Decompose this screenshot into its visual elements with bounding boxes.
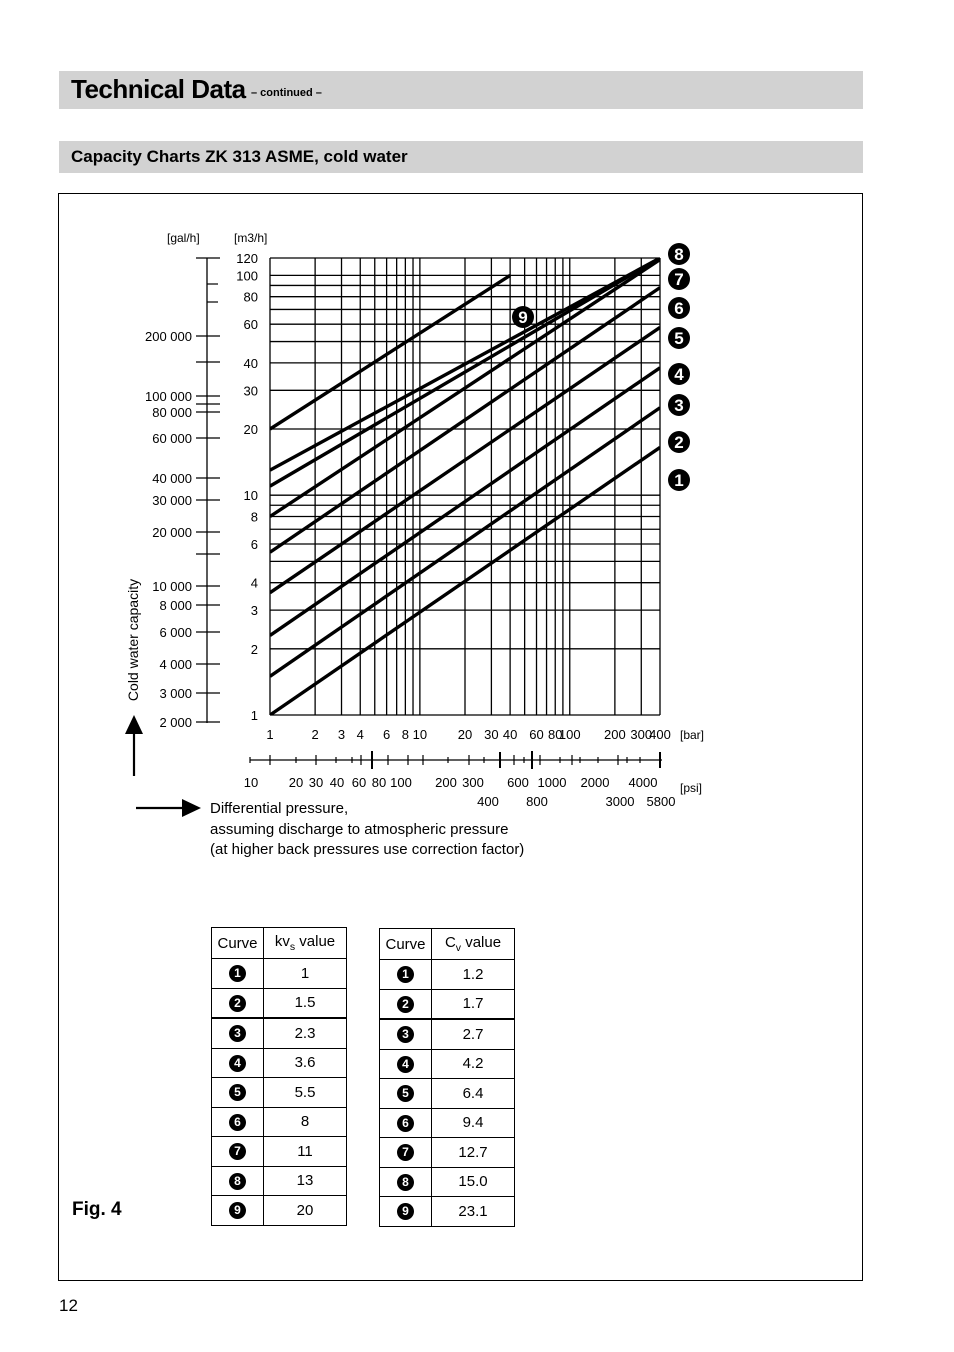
table-row xyxy=(380,1049,515,1079)
curve-badge-label-3: 3 xyxy=(674,396,684,415)
value-cell: 11 xyxy=(264,1137,347,1167)
curve-number-badge: 9 xyxy=(229,1202,246,1219)
table-row xyxy=(380,1167,515,1197)
x-tick-label: 1 xyxy=(266,727,274,742)
x-tick-label: 3 xyxy=(337,727,346,742)
value-cell: 13 xyxy=(264,1166,347,1196)
y-axis-arrow-icon xyxy=(125,715,143,734)
psi-tick-label: 30 xyxy=(308,775,324,790)
psi-tick-label: 20 xyxy=(288,775,304,790)
section-title: Capacity Charts ZK 313 ASME, cold water xyxy=(71,147,408,166)
x-tick-label: 80 xyxy=(548,727,563,742)
value-cell: 12.7 xyxy=(432,1138,515,1168)
page-title: Technical Data xyxy=(71,74,246,104)
curve-badge-label-2: 2 xyxy=(674,433,684,452)
curve-number-badge: 9 xyxy=(397,1203,414,1220)
curve-cell xyxy=(212,959,264,989)
column-header-curve: Curve xyxy=(212,928,264,959)
table-row xyxy=(380,1019,515,1049)
x-tick-label: 4 xyxy=(356,727,364,742)
psi-tick-label: 1000 xyxy=(537,775,567,790)
table-row xyxy=(380,1197,515,1227)
table-row xyxy=(212,1196,347,1226)
curve-cell xyxy=(380,1049,432,1079)
y2-axis-unit: [gal/h] xyxy=(167,231,200,245)
gal-tick-label: 3 000 xyxy=(159,686,192,701)
curve-cell xyxy=(212,1078,264,1108)
column-header-cv: $C_v$ value xyxy=(432,929,515,960)
curve-cell xyxy=(380,1138,432,1168)
curve-number-badge: 4 xyxy=(229,1055,246,1072)
psi-tick-label: 300 xyxy=(462,775,484,790)
column-header-kvs: $kv_s$ value xyxy=(264,928,347,959)
value-cell: 1 xyxy=(264,959,347,989)
curve-badge-label-5: 5 xyxy=(674,329,684,348)
y-tick-label: 80 xyxy=(243,289,258,305)
gal-tick-label: 6 000 xyxy=(159,625,192,640)
value-cell: 3.6 xyxy=(264,1048,347,1078)
x-tick-label: 300 xyxy=(630,727,653,742)
value-cell: 6.4 xyxy=(432,1079,515,1109)
x-axis-label: Differential pressure, xyxy=(210,800,349,817)
curve-cell xyxy=(212,1018,264,1048)
psi-tick-label: 600 xyxy=(507,775,529,790)
curve-number-badge: 2 xyxy=(229,995,246,1012)
x-tick-label: 2 xyxy=(311,727,319,742)
table-row xyxy=(212,1078,347,1108)
psi-tick-label: 2000 xyxy=(580,775,610,790)
y-tick-label: 40 xyxy=(243,355,258,371)
curve-number-badge: 2 xyxy=(397,996,414,1013)
curve-badge-label-9: 9 xyxy=(518,308,528,327)
x2-axis-unit: [psi] xyxy=(680,781,703,795)
curve-number-badge: 6 xyxy=(229,1114,246,1131)
value-cell: 2.3 xyxy=(264,1018,347,1048)
x-tick-label: 10 xyxy=(412,727,428,742)
y-tick-label: 100 xyxy=(236,268,258,284)
curve-cell xyxy=(380,1019,432,1049)
value-cell: 8 xyxy=(264,1107,347,1137)
psi-tick-label: 10 xyxy=(243,775,259,790)
curve-cell xyxy=(212,988,264,1018)
psi-tick-label: 100 xyxy=(390,775,412,790)
table-row xyxy=(212,1137,347,1167)
gal-tick-label: 8 000 xyxy=(159,598,192,613)
curve-number-badge: 3 xyxy=(229,1025,246,1042)
y-tick-label: 8 xyxy=(250,509,258,525)
table-row xyxy=(380,1079,515,1109)
y-tick-label: 120 xyxy=(236,251,258,266)
y-tick-label: 6 xyxy=(250,536,258,552)
x-axis-arrow-icon xyxy=(182,799,201,817)
value-cell: 1.2 xyxy=(432,960,515,990)
figure-label: Fig. 4 xyxy=(72,1199,122,1220)
curve-number-badge: 3 xyxy=(397,1026,414,1043)
x-tick-label: 30 xyxy=(484,727,499,742)
curve-number-badge: 1 xyxy=(397,966,414,983)
x-axis-label-line-2: (at higher back pressures use correction factor) xyxy=(210,841,525,858)
gal-tick-label: 10 000 xyxy=(152,579,192,594)
x-tick-label: 200 xyxy=(604,727,626,742)
gal-tick-label: 40 000 xyxy=(152,471,192,486)
value-cell: 23.1 xyxy=(432,1197,515,1227)
table-row xyxy=(380,1108,515,1138)
psi-tick-label: 80 xyxy=(371,775,387,790)
curve-cell xyxy=(212,1137,264,1167)
value-cell: 15.0 xyxy=(432,1167,515,1197)
psi-tick-label: 800 xyxy=(526,794,548,809)
curve-badge-label-4: 4 xyxy=(674,365,684,384)
curve-cell xyxy=(380,1079,432,1109)
x-tick-label: 20 xyxy=(457,727,473,742)
psi-tick-label: 4000 xyxy=(628,775,658,790)
curve-cell xyxy=(212,1048,264,1078)
x-tick-label: 100 xyxy=(558,727,581,742)
curve-number-badge: 7 xyxy=(397,1144,414,1161)
table-row xyxy=(380,960,515,990)
gal-tick-label: 2 000 xyxy=(159,715,192,730)
curve-cell xyxy=(380,1167,432,1197)
curve-cell xyxy=(380,989,432,1019)
kvs-table xyxy=(211,927,347,1226)
page-number: 12 xyxy=(59,1296,78,1315)
psi-tick-label: 3000 xyxy=(605,794,635,809)
gal-tick-label: 100 000 xyxy=(145,389,192,404)
table-row xyxy=(212,959,347,989)
curve-cell xyxy=(380,960,432,990)
cv-table xyxy=(379,928,515,1227)
psi-tick-label: 400 xyxy=(477,794,499,809)
value-cell: 9.4 xyxy=(432,1108,515,1138)
x-tick-label: 8 xyxy=(401,727,409,742)
curve-cell xyxy=(212,1196,264,1226)
x-tick-label: 400 xyxy=(649,727,671,742)
x-axis-description xyxy=(210,799,524,861)
psi-tick-label: 5800 xyxy=(646,794,676,809)
curve-number-badge: 5 xyxy=(229,1084,246,1101)
curve-cell xyxy=(212,1107,264,1137)
table-row xyxy=(212,1107,347,1137)
y-tick-label: 3 xyxy=(250,603,258,619)
table-header-row xyxy=(212,928,347,959)
y-axis-label: Cold water capacity xyxy=(125,578,141,702)
y-tick-label: 20 xyxy=(243,422,258,438)
gal-tick-label: 30 000 xyxy=(152,493,192,508)
table-header-row xyxy=(380,929,515,960)
curve-number-badge: 8 xyxy=(229,1173,246,1190)
value-cell: 4.2 xyxy=(432,1049,515,1079)
table-row xyxy=(212,1166,347,1196)
y-tick-label: 60 xyxy=(243,317,258,333)
page-subtitle: – continued – xyxy=(251,87,322,99)
curve-number-badge: 6 xyxy=(397,1115,414,1132)
x-axis-label-line-1: assuming discharge to atmospheric pressure xyxy=(210,820,509,838)
table-row xyxy=(212,1018,347,1048)
curve-cell xyxy=(380,1108,432,1138)
x-tick-label: 40 xyxy=(502,727,518,742)
curve-number-badge: 7 xyxy=(229,1143,246,1160)
column-header-curve: Curve xyxy=(380,929,432,960)
psi-tick-label: 40 xyxy=(329,775,345,790)
table-row xyxy=(380,989,515,1019)
y-tick-label: 30 xyxy=(243,383,258,399)
value-cell: 1.5 xyxy=(264,988,347,1018)
y-tick-label: 4 xyxy=(250,575,258,591)
y-tick-label: 1 xyxy=(250,708,258,723)
table-row xyxy=(380,1138,515,1168)
y-axis-unit: [m3/h] xyxy=(234,231,268,245)
x-tick-label: 60 xyxy=(529,727,544,742)
curve-badge-label-6: 6 xyxy=(674,299,684,318)
curve-number-badge: 4 xyxy=(397,1056,414,1073)
gal-tick-label: 80 000 xyxy=(152,405,192,420)
y-tick-label: 10 xyxy=(243,488,258,504)
value-cell: 5.5 xyxy=(264,1078,347,1108)
table-row xyxy=(212,1048,347,1078)
gal-tick-label: 20 000 xyxy=(152,525,192,540)
gal-tick-label: 4 000 xyxy=(159,657,192,672)
curve-cell xyxy=(380,1197,432,1227)
value-cell: 2.7 xyxy=(432,1019,515,1049)
table-row xyxy=(212,988,347,1018)
x-tick-label: 6 xyxy=(383,727,391,742)
x-axis-unit: [bar] xyxy=(680,728,705,742)
gal-tick-label: 200 000 xyxy=(145,329,192,344)
curve-badge-label-8: 8 xyxy=(674,245,684,264)
y-tick-label: 2 xyxy=(250,641,258,657)
value-cell: 1.7 xyxy=(432,989,515,1019)
psi-tick-label: 200 xyxy=(435,775,457,790)
curve-number-badge: 5 xyxy=(397,1085,414,1102)
psi-tick-label: 60 xyxy=(351,775,367,790)
curve-number-badge: 8 xyxy=(397,1174,414,1191)
curve-number-badge: 1 xyxy=(229,965,246,982)
curve-badge-label-7: 7 xyxy=(674,270,684,289)
curve-cell xyxy=(212,1166,264,1196)
value-cell: 20 xyxy=(264,1196,347,1226)
curve-badge-label-1: 1 xyxy=(674,471,684,490)
gal-tick-label: 60 000 xyxy=(152,431,192,446)
